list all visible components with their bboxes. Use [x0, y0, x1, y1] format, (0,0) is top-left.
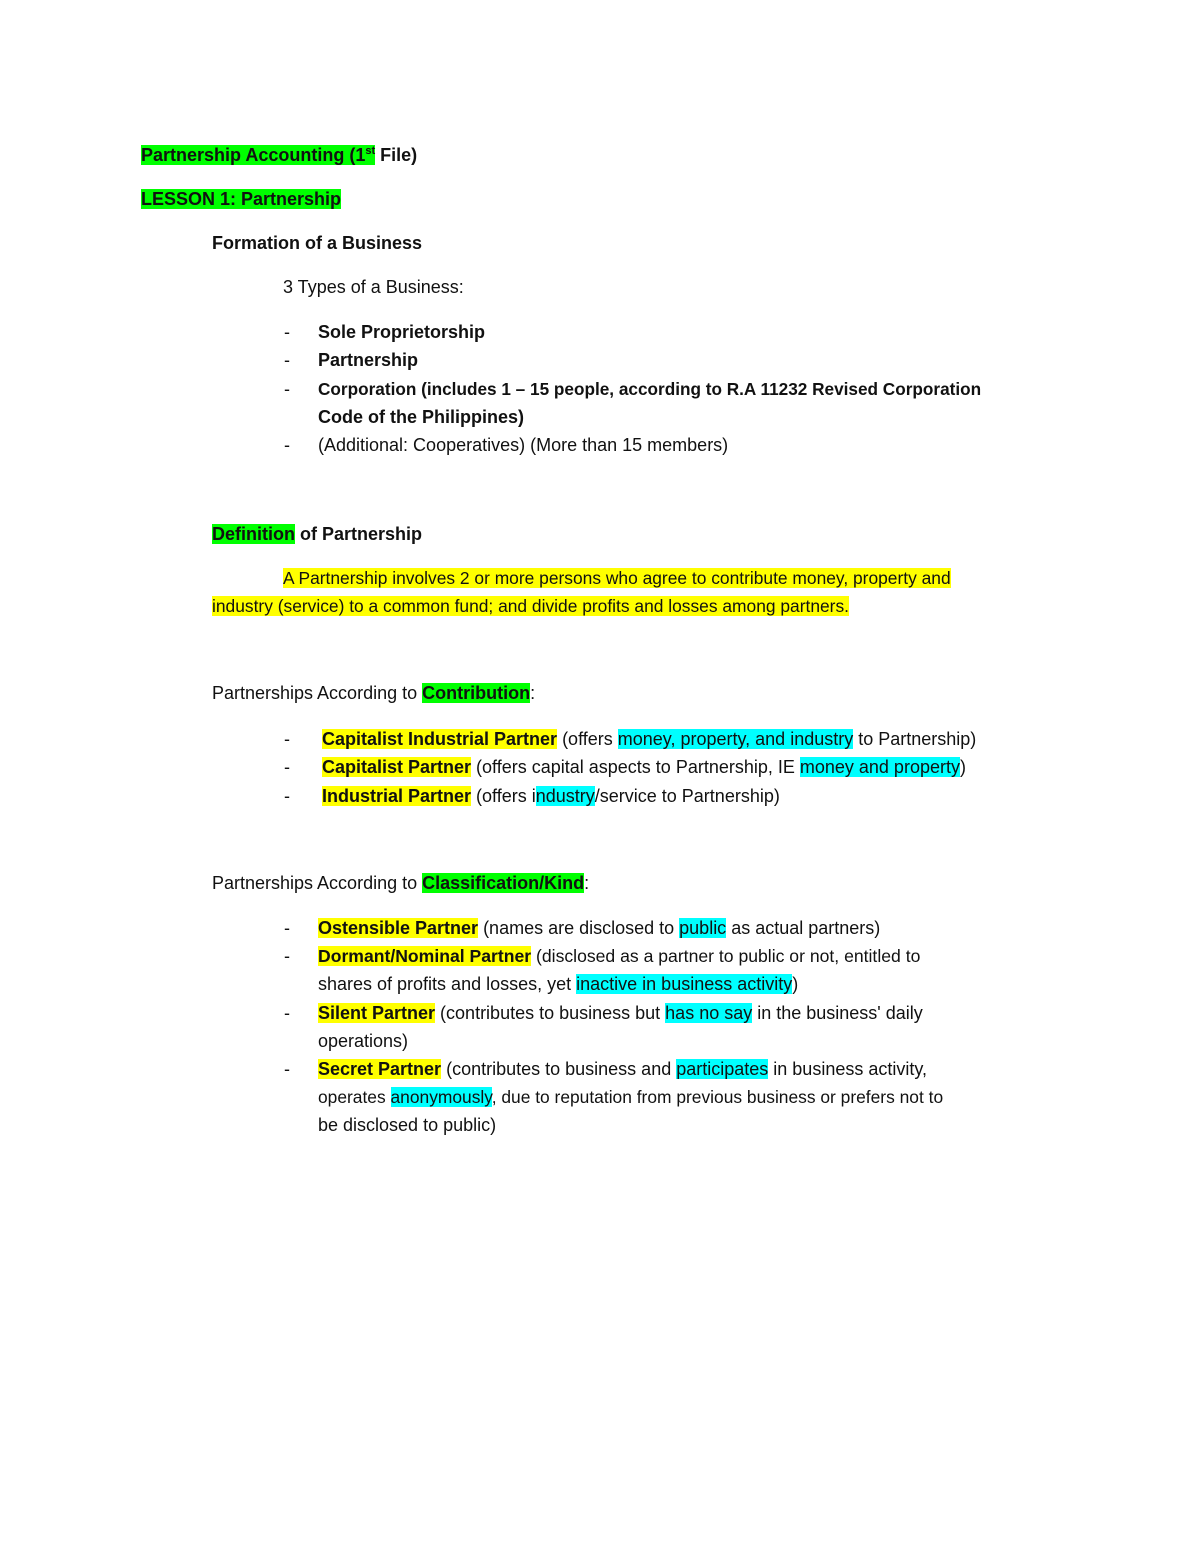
classification-heading: Partnerships According to Classification/Kind:	[212, 873, 590, 893]
definition-line-2: industry (service) to a common fund; and divide profits and losses among partners.	[212, 596, 849, 616]
formation-heading: Formation of a Business	[212, 233, 423, 253]
definition-heading: Definition of Partnership	[212, 524, 423, 544]
document-title: Partnership Accounting (1st File)	[141, 145, 418, 165]
lesson-heading: LESSON 1: Partnership	[141, 189, 342, 209]
title-highlight: Partnership Accounting (1st	[141, 145, 376, 165]
definition-line-1: A Partnership involves 2 or more persons who agree to contribute money, property and	[283, 568, 951, 588]
types-subheading: 3 Types of a Business:	[283, 277, 464, 297]
contribution-heading: Partnerships According to Contribution:	[212, 683, 536, 703]
document-page: Partnership Accounting (1st File) LESSON 1: Partnership Formation of a Business 3 Types of a Business: - Sole Proprietorship - Partnership - Corporation (includes 1 – 15 people, according to R.A 11232 Revised Corporation Code of the Philippines) - (Additional: Cooperatives) (More than 15 members) Definition of Partnership A Partnership involves 2 or more persons who agree to contribute money, property and industry (service) to a common fund; and divide profits and losses among partners. Partnerships According to Contribution: - Capitalist Industrial Partner (offers money, property, and industry to Partnership) - Capitalist Partner (offers capital aspects to Partnership, IE money and property) - Industrial Partner (offers industry/service to Partnership) Partnerships According to Classification/Kind: - Ostensible Partner (names are disclosed to public as actual partners) - Dormant/Nominal Partner (disclosed as a partner to public or not, entitled to shares of profits and losses, yet inactive in business activity) - Silent Partner (contributes to business but has no say in the business' daily operations) - Secret Partner (contributes to business and participates in business activity, operates anonymously, due to reputation from previous business or prefers not to be disclosed to public)	[0, 0, 1200, 1553]
